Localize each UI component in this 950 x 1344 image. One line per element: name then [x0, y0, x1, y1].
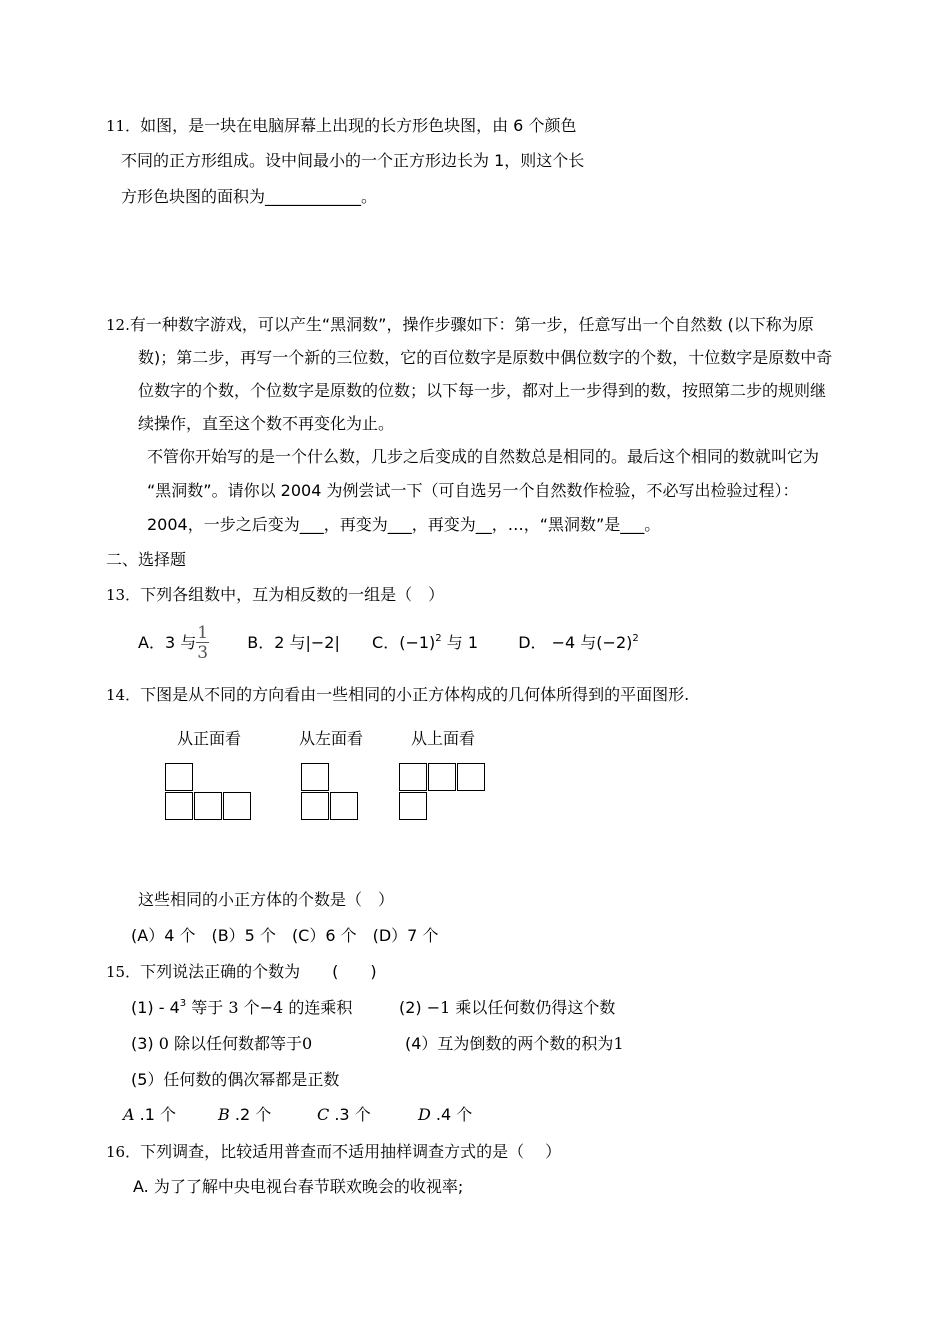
- q15-s4-one: 1: [613, 1034, 624, 1053]
- q14-left-view-figure: [301, 763, 361, 823]
- q15-statement-1: [131, 997, 352, 1019]
- q15-option-a: [123, 1104, 176, 1126]
- section-title: 二、选择题: [106, 550, 187, 569]
- q11-line-3: [121, 186, 377, 208]
- q15-statement-3: [131, 1033, 312, 1055]
- q13-option-d-exponent: 2: [632, 633, 639, 644]
- q15-s3-mid: 除以任何数都等于: [168, 1034, 303, 1053]
- q11-line-2: 不同的正方形组成。设中间最小的一个正方形边长为 1，则这个长: [121, 151, 585, 170]
- q15-s1-three: 3: [228, 998, 239, 1017]
- q15-stem: 下列说法正确的个数为 ( ): [140, 962, 377, 981]
- q12-line-6: “黑洞数”。请你以 2004 为例尝试一下（可自选另一个自然数作检验，不必写出检验过程）：: [147, 481, 799, 500]
- cube-square: [399, 763, 427, 791]
- q12-line-7: 2004，一步之后变为___，再变为___，再变为__，…，“黑洞数”是___。: [147, 515, 661, 534]
- q15-s1-post: 个: [238, 998, 260, 1017]
- q15-s1-exponent: 3: [179, 998, 187, 1009]
- q15-option-a-text: .1 个: [134, 1105, 177, 1124]
- cube-square: [457, 763, 485, 791]
- q15-option-b-text: .2 个: [229, 1105, 272, 1124]
- cube-square: [223, 792, 251, 820]
- q15-option-d-letter: D: [418, 1105, 431, 1124]
- q14-top-view-figure: [399, 763, 489, 823]
- q15-s2-neg1: −1: [426, 998, 451, 1017]
- q11-answer-blank: ____________: [265, 187, 362, 206]
- q16-stem: 下列调查，比较适用普查而不适用抽样调查方式的是（ ）: [140, 1142, 562, 1161]
- q16-option-a: A. 为了了解中央电视台春节联欢晚会的收视率;: [133, 1177, 464, 1196]
- cube-square: [165, 763, 193, 791]
- q13-option-c: [372, 633, 478, 652]
- q15-option-c-text: .3 个: [329, 1105, 371, 1124]
- q13-option-c-text: C．(−1): [372, 633, 436, 652]
- fraction-numerator: 1: [197, 623, 209, 643]
- q13-option-a-fraction: [196, 624, 209, 663]
- q13-number: 13．: [106, 586, 141, 604]
- cube-square: [330, 792, 358, 820]
- q11-text-1: 如图，是一块在电脑屏幕上出现的长方形色块图，由 6 个颜色: [140, 116, 577, 135]
- cube-square: [301, 763, 329, 791]
- q15-s2-post: 乘以任何数仍得这个数: [450, 998, 616, 1017]
- q12-line-3: 位数字的个数，个位数字是原数的位数；以下每一步，都对上一步得到的数，按照第二步的规则继: [138, 381, 827, 400]
- cube-square: [194, 792, 222, 820]
- q14-stem-line: [106, 684, 689, 706]
- q15-option-d-text: .4 个: [430, 1105, 473, 1124]
- q11-text-3: 方形色块图的面积为: [121, 187, 266, 206]
- q12-line-5: 不管你开始写的是一个什么数，几步之后变成的自然数总是相同的。最后这个相同的数就叫它为: [147, 447, 820, 466]
- q11-number: 11．: [106, 117, 141, 135]
- q15-statement-2: [399, 997, 615, 1019]
- q13-option-d-text: D． −4 与(−2): [518, 633, 633, 652]
- cube-square: [301, 792, 329, 820]
- q15-s1-neg4: −4: [259, 998, 284, 1017]
- q15-statement-5: (5）任何数的偶次幂都是正数: [131, 1070, 340, 1089]
- q12-text-1: 有一种数字游戏，可以产生“黑洞数”，操作步骤如下：第一步，任意写出一个自然数 (以下称为原: [129, 315, 814, 334]
- fraction-denominator: 3: [197, 643, 209, 663]
- q14-stem: 下图是从不同的方向看由一些相同的小正方体构成的几何体所得到的平面图形.: [140, 685, 690, 704]
- q13-options: [138, 618, 639, 668]
- q13-stem-line: [106, 584, 444, 606]
- cube-square: [428, 763, 456, 791]
- q11-line-1: [106, 115, 576, 137]
- q13-option-c-exponent: 2: [435, 633, 442, 644]
- q14-options: (A）4 个 (B）5 个 (C）6 个 (D）7 个: [131, 926, 439, 945]
- q15-option-d: [418, 1104, 472, 1126]
- cube-square: [165, 792, 193, 820]
- q15-s3-zero: 0: [158, 1034, 169, 1053]
- q15-s1-mid: 等于: [186, 998, 229, 1017]
- q15-option-c-letter: C: [317, 1105, 330, 1124]
- q15-s1-pre: (1) - 4: [131, 998, 180, 1017]
- q13-option-b: B．2 与|−2|: [247, 633, 340, 652]
- q14-question: 这些相同的小正方体的个数是（ ）: [138, 890, 395, 909]
- q13-option-a: [138, 623, 209, 663]
- q14-front-view-figure: [165, 763, 255, 823]
- q15-option-b-letter: B: [218, 1105, 230, 1124]
- q13-option-d: [518, 633, 639, 652]
- q14-label-left: 从左面看: [299, 729, 364, 748]
- q15-s2-pre: (2): [399, 998, 427, 1017]
- q15-number: 15．: [106, 963, 141, 981]
- q11-end: 。: [361, 187, 378, 206]
- q15-s3-zero2: 0: [302, 1034, 313, 1053]
- q15-option-b: [218, 1104, 271, 1126]
- q15-s3-pre: (3): [131, 1034, 159, 1053]
- q15-stem-line: [106, 961, 377, 983]
- q14-label-front: 从正面看: [177, 729, 242, 748]
- q15-option-c: [317, 1104, 371, 1126]
- q14-number: 14．: [106, 686, 141, 704]
- q15-s1-end: 的连乘积: [283, 998, 353, 1017]
- q16-number: 16．: [106, 1143, 141, 1161]
- q14-label-top: 从上面看: [411, 729, 476, 748]
- q12-line-1: [106, 314, 814, 336]
- q15-option-a-letter: A: [123, 1105, 135, 1124]
- q15-statement-4: [405, 1033, 624, 1055]
- q12-line-4: 续操作，直至这个数不再变化为止。: [138, 414, 395, 433]
- q13-option-a-text: A．3 与: [138, 633, 197, 652]
- q13-option-c-post: 与 1: [441, 633, 479, 652]
- q16-stem-line: [106, 1141, 561, 1163]
- q12-number: 12.: [106, 316, 130, 334]
- q15-s4-pre: (4）互为倒数的两个数的积为: [405, 1034, 614, 1053]
- q13-stem: 下列各组数中，互为相反数的一组是（ ）: [140, 585, 445, 604]
- q12-line-2: 数)；第二步，再写一个新的三位数，它的百位数字是原数中偶位数字的个数，十位数字是原数中奇: [138, 348, 833, 367]
- cube-square: [399, 792, 427, 820]
